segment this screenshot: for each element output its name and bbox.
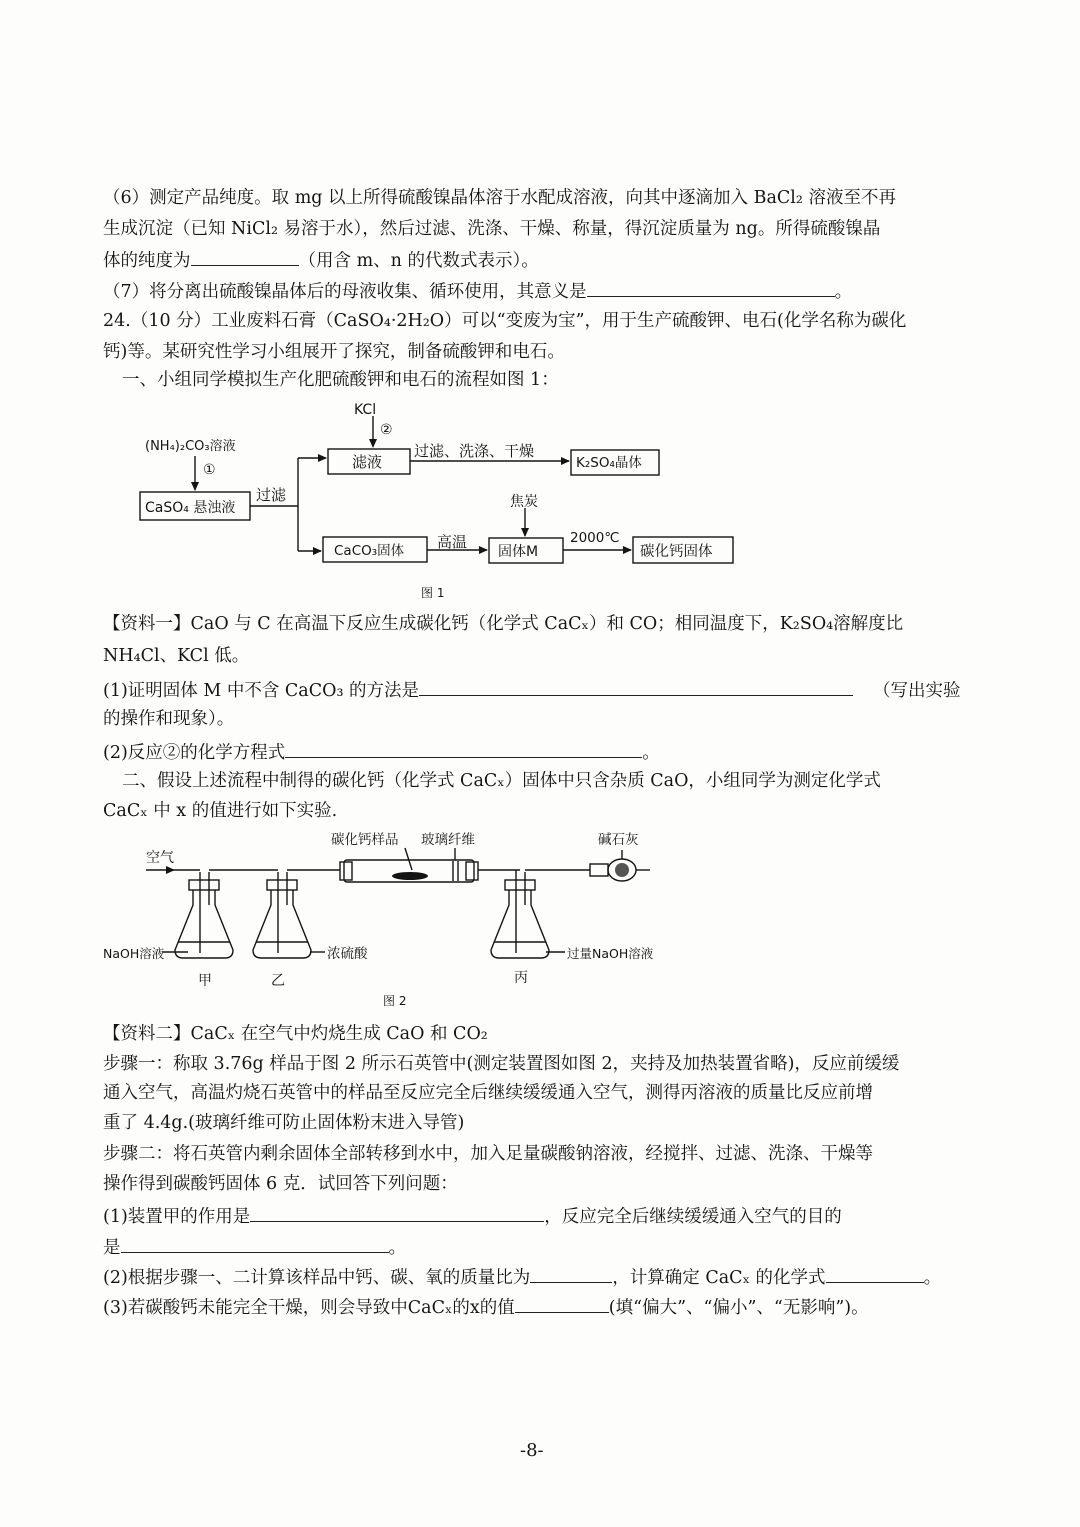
label-excess-naoh: 过量NaOH溶液 bbox=[567, 946, 654, 961]
part2-line1: 二、假设上述流程中制得的碳化钙（化学式 CaCₓ）固体中只含杂质 CaO，小组同学为测定化学式 bbox=[122, 771, 881, 791]
q7-line: （7）将分离出硫酸镍晶体后的母液收集、循环使用，其意义是 。 bbox=[103, 282, 853, 302]
answer-blank-device-jia[interactable] bbox=[250, 1207, 544, 1222]
step1-line3: 重了 4.4g.(玻璃纤维可防止固体粉末进入导管) bbox=[103, 1113, 465, 1133]
label-sample: 碳化钙样品 bbox=[331, 832, 399, 848]
box-k2so4: K₂SO₄晶体 bbox=[576, 455, 642, 471]
label-filter: 过滤 bbox=[256, 486, 287, 504]
box-caso4-suspension: CaSO₄ 悬浊液 bbox=[145, 500, 236, 516]
page-number: -8- bbox=[520, 1440, 544, 1461]
label-high-temp: 高温 bbox=[437, 533, 468, 551]
qa3-line: (3)若碳酸钙未能完全干燥，则会导致中CaCₓ的x的值 (填“偏大”、“偏小”、“无影响”)。 bbox=[103, 1298, 869, 1318]
label-step2: ② bbox=[380, 422, 393, 438]
label-flask-yi: 乙 bbox=[271, 973, 285, 989]
label-reagent: (NH₄)₂CO₃溶液 bbox=[145, 439, 236, 454]
label-air: 空气 bbox=[146, 850, 174, 866]
info2-line: 【资料二】CaCₓ 在空气中灼烧生成 CaO 和 CO₂ bbox=[103, 1024, 488, 1044]
answer-blank-formula[interactable] bbox=[826, 1268, 924, 1283]
q6-line1: （6）测定产品纯度。取 mg 以上所得硫酸镍晶体溶于水配成溶液，向其中逐滴加入 BaCl₂ 溶液至不再 bbox=[103, 188, 896, 208]
label-step1: ① bbox=[203, 462, 216, 478]
figure-1-caption: 图 1 bbox=[421, 586, 445, 600]
label-kcl: KCl bbox=[354, 402, 377, 418]
box-solid-m: 固体M bbox=[498, 544, 539, 560]
qa2-line: (2)根据步骤一、二计算该样品中钙、碳、氧的质量比为 ，计算确定 CaCₓ 的化学式 。 bbox=[103, 1268, 942, 1288]
box-filtrate: 滤液 bbox=[352, 453, 383, 471]
label-ops: 过滤、洗涤、干燥 bbox=[414, 442, 535, 460]
box-caco3: CaCO₃固体 bbox=[334, 543, 405, 559]
q24-line2: 钙)等。某研究性学习小组展开了探究，制备硫酸钾和电石。 bbox=[103, 342, 565, 362]
sub1-line: (1)证明固体 M 中不含 CaCO₃ 的方法是 （写出实验 bbox=[103, 681, 961, 701]
label-glass-fiber: 玻璃纤维 bbox=[421, 832, 475, 848]
label-soda-lime: 碱石灰 bbox=[598, 832, 639, 848]
info1-line2: NH₄Cl、KCl 低。 bbox=[103, 646, 250, 666]
step2-line1: 步骤二：将石英管内剩余固体全部转移到水中，加入足量碳酸钠溶液，经搅拌、过滤、洗涤、干燥等 bbox=[103, 1144, 873, 1164]
qa1-line: (1)装置甲的作用是 ，反应完全后继续缓缓通入空气的目的 bbox=[103, 1207, 842, 1227]
q6-line3: 体的纯度为 （用含 m、n 的代数式表示）。 bbox=[103, 251, 539, 271]
qa1-line2: 是 。 bbox=[103, 1238, 406, 1258]
answer-blank-air-purpose[interactable] bbox=[121, 1238, 389, 1253]
label-conc-h2so4: 浓硫酸 bbox=[327, 946, 368, 962]
part1-heading: 一、小组同学模拟生产化肥硫酸钾和电石的流程如图 1： bbox=[122, 370, 559, 390]
answer-blank-mass-ratio[interactable] bbox=[530, 1268, 612, 1283]
step1-line2: 通入空气，高温灼烧石英管中的样品至反应完全后继续缓缓通入空气，测得丙溶液的质量比反应前增 bbox=[103, 1083, 873, 1103]
part2-line2: CaCₓ 中 x 的值进行如下实验. bbox=[103, 801, 338, 821]
info1-line1: 【资料一】CaO 与 C 在高温下反应生成碳化钙（化学式 CaCₓ）和 CO；相同温度下，K₂SO₄溶解度比 bbox=[103, 614, 904, 634]
label-naoh: NaOH溶液 bbox=[103, 946, 165, 961]
label-flask-jia: 甲 bbox=[198, 973, 212, 989]
box-calcium-carbide: 碳化钙固体 bbox=[640, 544, 713, 560]
q6-line2: 生成沉淀（已知 NiCl₂ 易溶于水），然后过滤、洗涤、干燥、称量，得沉淀质量为 ng。所得硫酸镍晶 bbox=[103, 219, 881, 239]
step1-line1: 步骤一：称取 3.76g 样品于图 2 所示石英管中(测定装置图如图 2，夹持及加热装置省略)，反应前缓缓 bbox=[103, 1054, 900, 1074]
step2-line2: 操作得到碳酸钙固体 6 克．试回答下列问题： bbox=[103, 1174, 458, 1194]
answer-blank-x-effect[interactable] bbox=[515, 1298, 609, 1313]
label-flask-bing: 丙 bbox=[514, 970, 528, 986]
sub1-line2: 的操作和现象）。 bbox=[103, 709, 235, 729]
label-2000c: 2000℃ bbox=[570, 530, 620, 546]
figure-2-caption: 图 2 bbox=[383, 994, 407, 1008]
q24-line1: 24.（10 分）工业废料石膏（CaSO₄·2H₂O）可以“变废为宝”，用于生产硫酸钾、电石(化学名称为碳化 bbox=[103, 311, 907, 331]
label-coke: 焦炭 bbox=[510, 494, 538, 510]
sub2-line: (2)反应②的化学方程式 。 bbox=[103, 743, 660, 763]
